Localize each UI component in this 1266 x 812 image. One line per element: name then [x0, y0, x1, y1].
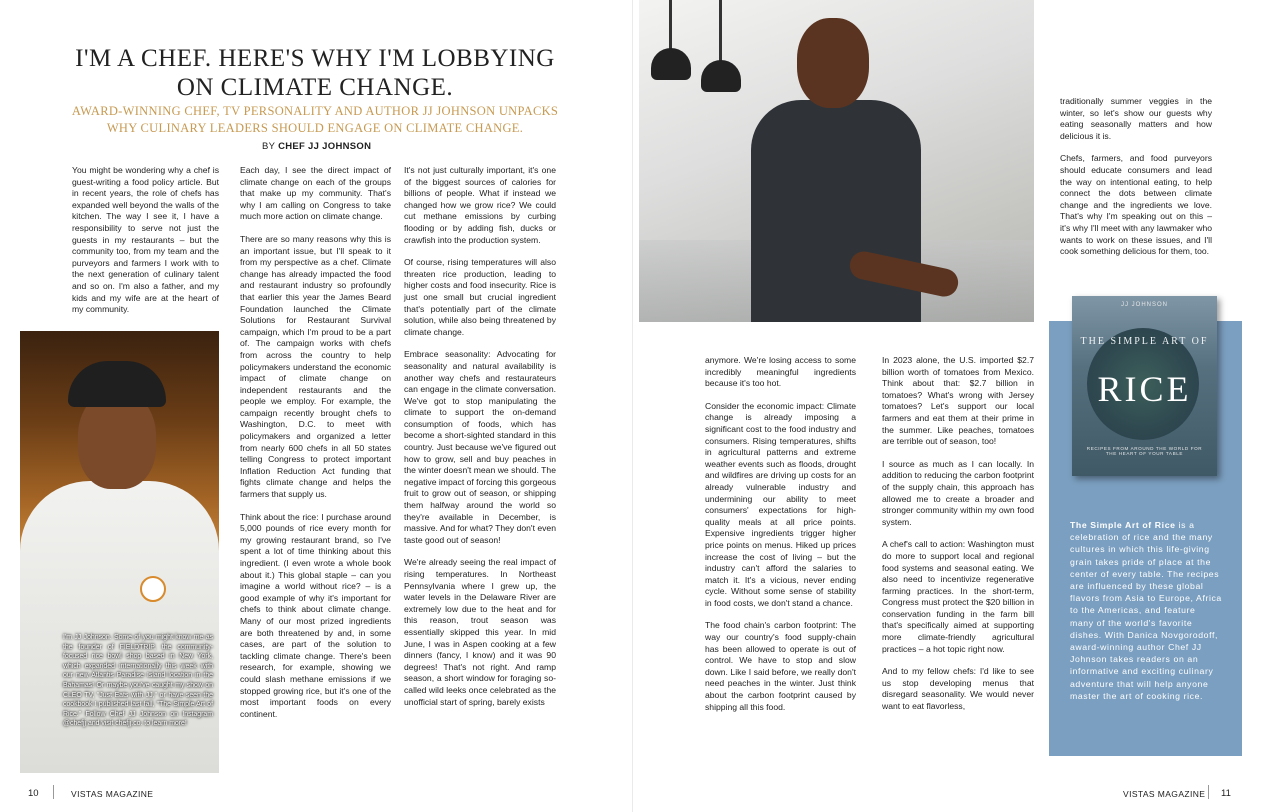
magazine-name-left: VISTAS MAGAZINE — [71, 789, 154, 799]
column-5-paragraph: In 2023 alone, the U.S. imported $2.7 billion worth of tomatoes from Mexico. Think about that: $2.7 billion in tomatoes? What's wrong with Jersey tomatoes? Let's support our local farmers and eat them at their prime in the summer. Like peaches, tomatoes are terrible out of season, too! — [882, 355, 1034, 447]
chef-logo-icon — [140, 576, 166, 602]
column-1 — [72, 165, 219, 327]
folio-divider — [53, 785, 54, 799]
article-title: I'M A CHEF. HERE'S WHY I'M LOBBYING ON CLIMATE CHANGE. — [75, 45, 555, 101]
article-subtitle: AWARD-WINNING CHEF, TV PERSONALITY AND AUTHOR JJ JOHNSON UNPACKS WHY CULINARY LEADERS SHOULD ENGAGE ON CLIMATE CHANGE. — [71, 104, 559, 135]
book-cover-title-main: RICE — [1097, 369, 1192, 409]
column-3-paragraph: We're already seeing the real impact of rising temperatures. In Northeast Pennsylvania where I grew up, the water levels in the Delaware River are extremely low due to the heat and for this reason, trout season was essentially skipped this year. In mid June, I was in Aspen cooking at a few dinners (fancy, I know) and it was 90 degrees! That's not right. And ramp season, a short window for foraging so-called wild leeks once celebrated as the unofficial start of spring, barely exists — [404, 557, 556, 707]
chef-kitchen-photo — [639, 0, 1034, 322]
column-6 — [1060, 96, 1212, 269]
book-cover — [1072, 296, 1217, 476]
chef-body-shape — [751, 100, 921, 322]
photo-caption: I'm JJ Johnson. Some of you might know me as the founder of FIELDTRIP, the community-focused rice bowl shop based in New York, which expanded internationally this week with our new Atlantis Paradise Island location in the Bahamas! Or maybe you've caught my show on CLEO TV, "Just Eats with JJ," or have seen the cookbook I published last fall, "The Simple Art of Rice." Follow Chef JJ Johnson on Instagram @chefjj and visit chefjj.co. to learn more! — [63, 634, 213, 728]
lamp-cord — [719, 0, 722, 62]
column-4-paragraph: anymore. We're losing access to some incredibly meaningful ingredients because it's too hot. — [705, 355, 856, 389]
byline — [262, 141, 371, 152]
magazine-name-right: VISTAS MAGAZINE — [1123, 789, 1206, 799]
column-1-paragraph: You might be wondering why a chef is guest-writing a food policy article. But in recent years, the role of chefs has expanded well beyond the walls of the kitchen. The way I see it, I have a responsibility to serve not just the guests in my restaurants – but the community too, from my team and the purveyors and farmers I work with to the next generation of culinary talent and so on. I'm also a father, and my kids and my wife are at the heart of my community. — [72, 165, 219, 315]
column-3 — [404, 165, 556, 719]
column-5 — [882, 355, 1034, 724]
column-5-paragraph: And to my fellow chefs: I'd like to see us stop developing menus that disregard seasonality. We would never want to eat flavorless, — [882, 666, 1034, 712]
byline-prefix: BY — [262, 141, 276, 152]
column-5-paragraph: I source as much as I can locally. In addition to reducing the carbon footprint of the supply chain, this approach has allowed me to create a broader and stronger community within my own food system. — [882, 458, 1034, 527]
column-5-paragraph: A chef's call to action: Washington must do more to support local and regional food systems and seasonal eating. We also need to incentivize regenerative farming practices. In the short-term, Congress must protect the $20 billion in conservation funding in the farm bill that's specifically aimed at supporting more climate-friendly agricultural practices – a hot topic right now. — [882, 539, 1034, 654]
column-2-paragraph: Think about the rice: I purchase around 5,000 pounds of rice every month for my growing restaurant brand, so I've spent a lot of time thinking about this ingredient. (I even wrote a whole book about it.) This global staple – can you imagine a world without rice? – is a good example of why it's important for chefs to think about climate change. Many of our most prized ingredients are both threatened by and, in some cases, are part of the solution to tackling climate change. There's been research, for example, showing we could slash methane emissions if we stopped growing rice, but it's one of the most important foods on every continent. — [240, 511, 391, 719]
page-number-left: 10 — [28, 788, 39, 799]
lamp-cord — [669, 0, 672, 50]
column-2-paragraph: There are so many reasons why this is an important issue, but I'll speak to it from my perspective as a chef. Climate change has already impacted the food and restaurant industry so profoundly that earlier this year the James Beard Foundation launched the Climate Solutions for Restaurant Survival campaign, which I'm proud to be a part of. The campaign works with chefs from across the country to help policymakers understand the economic impact of climate change on independent restaurants and the people we employ. For example, the campaign recently brought chefs to Washington, D.C. to meet with policymakers and organized a letter from nearly 600 chefs in all 50 states telling Congress to protect important Inflation Reduction Act funding that fights climate change and helps the farmers that supply us. — [240, 233, 391, 500]
chef-cap-shape — [68, 361, 166, 407]
column-4-paragraph: Consider the economic impact: Climate change is already imposing a significant cost to the food industry and consumers. Rising temperatures, shifts in agricultural patterns and extreme weather events such as floods, drought and wildfires are driving up costs for an already vulnerable industry and undermining our ability to meet consumers' expectations for high-quality meals at all price points. Expensive ingredients trigger higher price points on menus. Hiked up prices increase the cost of living – but the industry can't afford the salaries to match it. It's a vicious, never ending cycle. Without some sense of stability in food costs, we don't stand a chance. — [705, 400, 856, 608]
column-2-paragraph: Each day, I see the direct impact of climate change on each of the groups that make up my community. That's why I am calling on Congress to take much more action on climate change. — [240, 165, 391, 222]
book-promo-panel — [1049, 302, 1242, 756]
book-desc-body: is a celebration of rice and the many cultures in which this life-giving grain takes pride of place at the center of every table. The recipes are influenced by these global flavors from Asia to Europe, Africa to the Americas, and feature many of the world's favorite dishes. With Danica Novgorodoff, award-winning author Chef JJ Johnson takes readers on an informative and exciting culinary adventure that will help anyone master the art of cooking rice. — [1070, 520, 1222, 701]
book-desc-title: The Simple Art of Rice — [1070, 520, 1176, 530]
column-3-paragraph: Embrace seasonality: Advocating for seasonality and natural availability is another way chefs and restaurateurs can engage in the climate conversation. We've got to stop manipulating the climate to support the on-demand consumption of foods, which has become a short-sighted standard in this country. Just because we've figured out how to grow, sell and buy peaches in the winter doesn't mean we should. The negative impact of forcing this gorgeous fruit to grow out of season, or shipping them halfway around the world so they're available in December, is massive. And for what? They don't even taste good out of season! — [404, 349, 556, 545]
column-2 — [240, 165, 391, 731]
chef-head-shape — [797, 18, 869, 108]
chef-portrait-photo — [20, 331, 219, 773]
book-cover-tagline: RECIPES FROM AROUND THE WORLD FOR THE HEART OF YOUR TABLE — [1086, 446, 1203, 456]
column-6-paragraph: traditionally summer veggies in the winter, so let's show our guests why eating seasonally matters and how delicious it is. — [1060, 96, 1212, 141]
chef-coat-shape — [20, 481, 219, 773]
column-6-paragraph: Chefs, farmers, and food purveyors should educate consumers and lead the way on intentional eating, to help connect the dots between climate change and the ingredients we love. That's why I'm speaking out on this – it's why I'll meet with any lawmaker who wants to work on these issues, and I'll cook something delicious for them, too. — [1060, 153, 1212, 257]
byline-author: CHEF JJ JOHNSON — [278, 141, 372, 152]
pendant-lamp-icon — [701, 60, 741, 92]
book-cover-author: JJ JOHNSON — [1120, 302, 1168, 308]
column-3-paragraph: Of course, rising temperatures will also threaten rice production, leading to higher costs and food insecurity. Rice is just one small but crucial ingredient that's potentially part of the climate solution, while also being threatened by climate change. — [404, 257, 556, 337]
book-cover-title-top: THE SIMPLE ART OF — [1080, 336, 1209, 347]
pendant-lamp-icon — [651, 48, 691, 80]
book-description — [1070, 519, 1222, 702]
right-page — [633, 0, 1266, 812]
column-4 — [705, 355, 856, 724]
folio-divider — [1208, 785, 1209, 799]
page-number-right: 11 — [1221, 788, 1231, 799]
column-4-paragraph: The food chain's carbon footprint: The way our country's food supply-chain has been allowed to operate is out of control. We have to stop and slow down. Like I said before, we really don't need peaches in the winter. Just think about the carbon footprint caused by shipping all this food. — [705, 620, 856, 712]
column-3-paragraph: It's not just culturally important, it's one of the biggest sources of calories for billions of people. What if instead we changed how we grow rice? We could cut methane emissions by curbing flooding or by adding fish, ducks or crawfish into the production system. — [404, 165, 556, 245]
